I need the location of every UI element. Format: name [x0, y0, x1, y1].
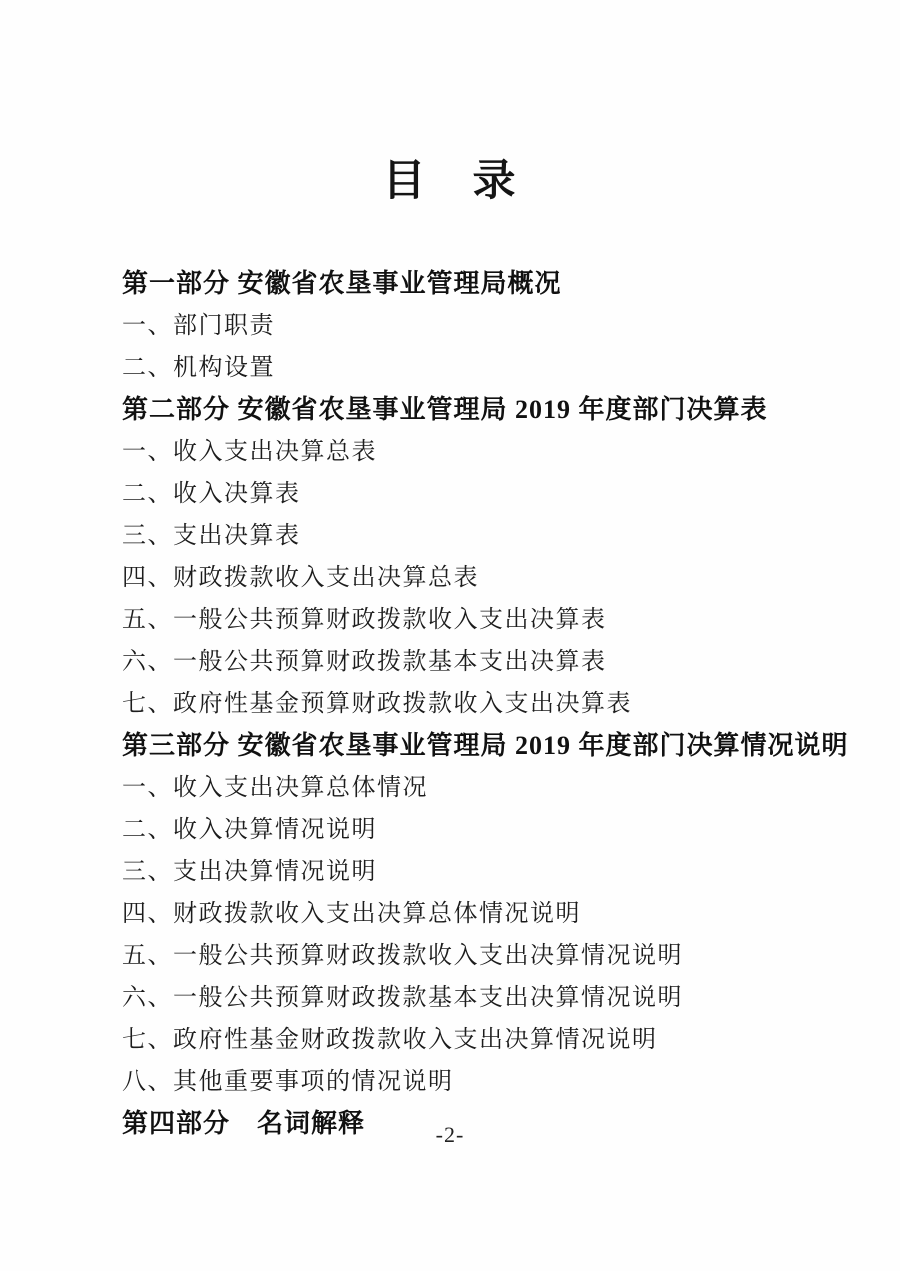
toc-item: 三、支出决算情况说明	[122, 859, 377, 886]
toc-section-heading: 第二部分 安徽省农垦事业管理局 2019 年度部门决算表	[122, 395, 768, 425]
toc-section-items	[122, 431, 810, 725]
table-of-contents	[0, 263, 900, 1145]
toc-section-heading: 第四部分 名词解释	[122, 1109, 366, 1139]
page-title: 目 录	[382, 158, 518, 205]
page-number: -2-	[435, 1122, 465, 1147]
toc-section-heading: 第三部分 安徽省农垦事业管理局 2019 年度部门决算情况说明	[122, 731, 849, 761]
toc-item: 六、一般公共预算财政拨款基本支出决算表	[122, 649, 607, 676]
toc-item: 四、财政拨款收入支出决算总表	[122, 565, 479, 592]
toc-item: 三、支出决算表	[122, 523, 301, 550]
toc-item: 五、一般公共预算财政拨款收入支出决算情况说明	[122, 943, 683, 970]
toc-item: 一、部门职责	[122, 313, 275, 340]
toc-item: 八、其他重要事项的情况说明	[122, 1069, 454, 1096]
toc-section-items	[122, 305, 810, 389]
toc-item: 一、收入支出决算总表	[122, 439, 377, 466]
toc-item: 六、一般公共预算财政拨款基本支出决算情况说明	[122, 985, 683, 1012]
toc-item: 四、财政拨款收入支出决算总体情况说明	[122, 901, 581, 928]
toc-item: 二、收入决算情况说明	[122, 817, 377, 844]
toc-item: 七、政府性基金预算财政拨款收入支出决算表	[122, 691, 632, 718]
toc-section-items	[122, 767, 810, 1103]
toc-section	[122, 725, 849, 1103]
toc-section-heading: 第一部分 安徽省农垦事业管理局概况	[122, 269, 562, 299]
toc-item: 二、收入决算表	[122, 481, 301, 508]
toc-item: 五、一般公共预算财政拨款收入支出决算表	[122, 607, 607, 634]
toc-item: 七、政府性基金财政拨款收入支出决算情况说明	[122, 1027, 658, 1054]
toc-section	[122, 263, 810, 389]
toc-item: 一、收入支出决算总体情况	[122, 775, 428, 802]
toc-item: 二、机构设置	[122, 355, 275, 382]
toc-section	[122, 389, 810, 725]
